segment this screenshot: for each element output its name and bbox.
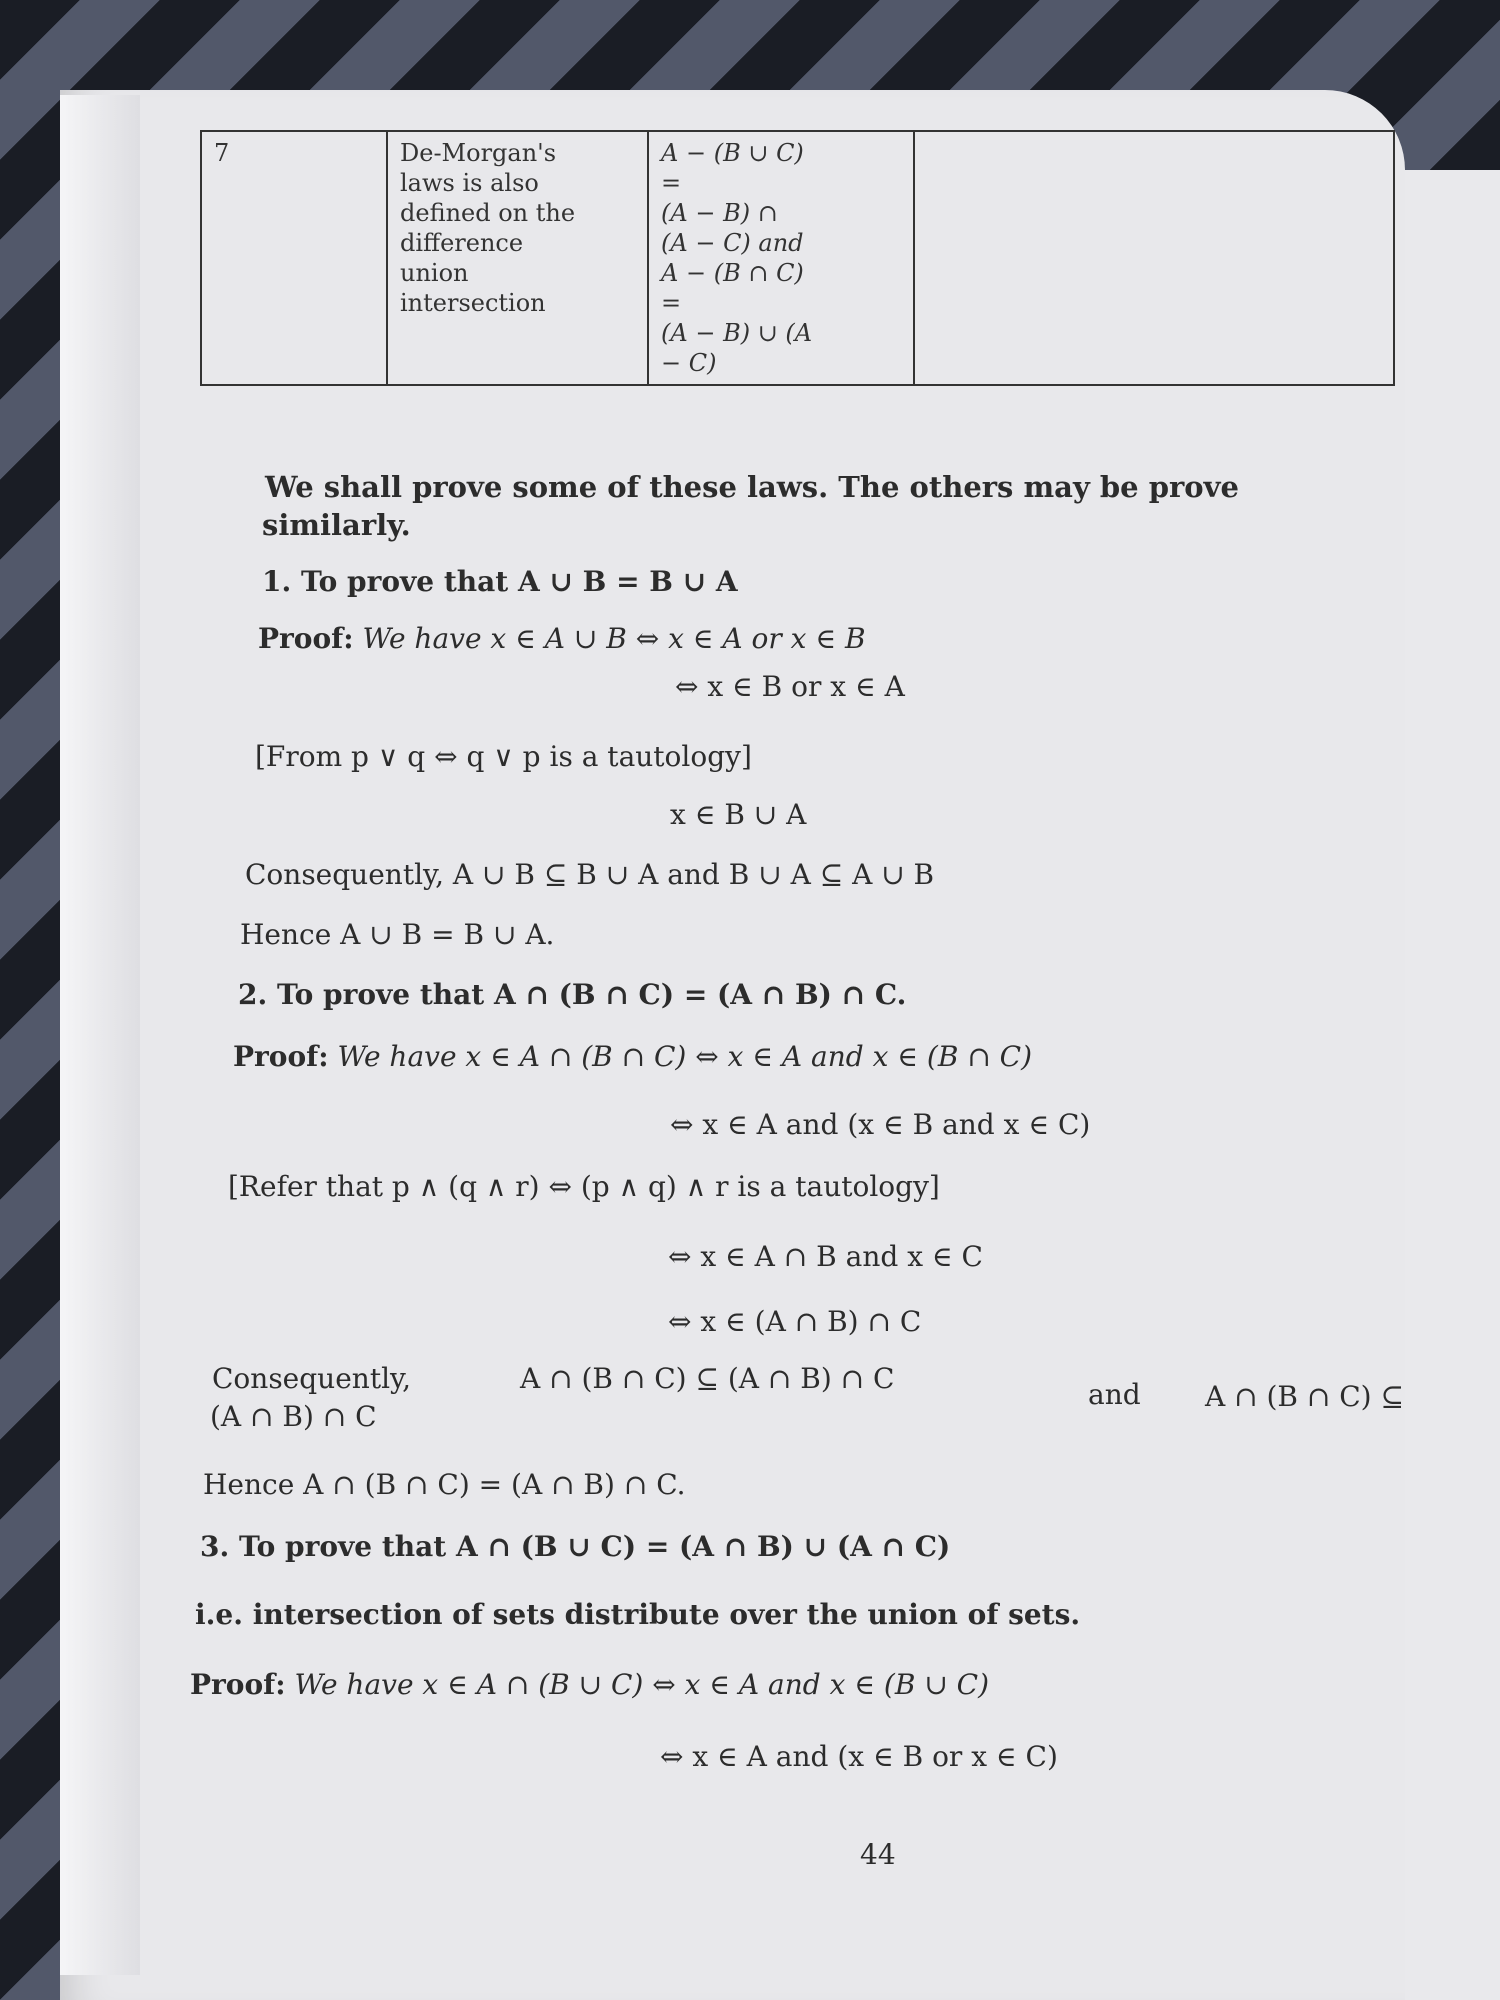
consequently-expr: A ∩ (B ∩ C) ⊆ (A ∩ B) ∩ C [520, 1362, 895, 1395]
proof-line: ⇔ x ∈ B or x ∈ A [675, 670, 905, 703]
proof-line: We have x ∈ A ∩ (B ∩ C) ⇔ x ∈ A and x ∈ (B ∩ C) [337, 1040, 1033, 1073]
formula-line: (A − B) ∩ [661, 199, 778, 227]
formula-line: = [661, 169, 682, 197]
table-row [201, 131, 1394, 385]
proof-line: ⇔ x ∈ (A ∩ B) ∩ C [668, 1305, 922, 1338]
consequently-expr: A ∩ (B ∩ C) ⊆ [1205, 1380, 1404, 1413]
proof-label: Proof: [233, 1040, 329, 1073]
distributive-note: i.e. intersection of sets distribute over the union of sets. [195, 1598, 1081, 1631]
consequently-label: Consequently, [212, 1362, 412, 1395]
proof-line: ⇔ x ∈ A and (x ∈ B or x ∈ C) [660, 1740, 1058, 1773]
proof-1-heading: 1. To prove that A ∪ B = B ∪ A [262, 565, 738, 598]
proof-line: We have x ∈ A ∪ B ⇔ x ∈ A or x ∈ B [362, 622, 866, 655]
tautology-note: [From p ∨ q ⇔ q ∨ p is a tautology] [255, 740, 752, 773]
law-name-line: intersection [400, 289, 546, 317]
proof-3-heading: 3. To prove that A ∩ (B ∪ C) = (A ∩ B) ∪ (A ∩ C) [200, 1530, 951, 1563]
law-name-line: union [400, 259, 469, 287]
formula-line: A − (B ∪ C) [661, 139, 804, 167]
consequently-expr: (A ∩ B) ∩ C [210, 1400, 377, 1433]
law-name [387, 131, 648, 385]
consequently-line: Consequently, A ∪ B ⊆ B ∪ A and B ∪ A ⊆ A ∪ B [245, 858, 935, 891]
intro-line: We shall prove some of these laws. The others may be prove [265, 470, 1239, 504]
formula-line: (A − B) ∪ (A [661, 319, 813, 347]
formula-line: A − (B ∩ C) [661, 259, 804, 287]
law-name-line: De-Morgan's [400, 139, 557, 167]
adjacent-page [1400, 170, 1500, 2000]
intro-line: similarly. [262, 508, 411, 542]
law-name-line: defined on the [400, 199, 576, 227]
formula-line: = [661, 289, 682, 317]
formula-line: (A − C) and [661, 229, 804, 257]
proof-line: We have x ∈ A ∩ (B ∪ C) ⇔ x ∈ A and x ∈ (B ∪ C) [294, 1668, 990, 1701]
proof-result: x ∈ B ∪ A [670, 798, 807, 831]
laws-table [200, 130, 1395, 386]
proof-line: ⇔ x ∈ A ∩ B and x ∈ C [668, 1240, 983, 1273]
law-name-line: laws is also [400, 169, 539, 197]
page-edge [60, 95, 140, 1975]
proof-2-heading: 2. To prove that A ∩ (B ∩ C) = (A ∩ B) ∩ C. [238, 978, 907, 1011]
proof-line: ⇔ x ∈ A and (x ∈ B and x ∈ C) [670, 1108, 1091, 1141]
law-name-line: difference [400, 229, 524, 257]
hence-line: Hence A ∩ (B ∩ C) = (A ∩ B) ∩ C. [203, 1468, 686, 1501]
consequently-and: and [1088, 1378, 1141, 1411]
page-number: 44 [860, 1838, 896, 1871]
hence-line: Hence A ∪ B = B ∪ A. [240, 918, 555, 951]
formula-line: − C) [661, 349, 717, 377]
law-formula [648, 131, 914, 385]
proof-label: Proof: [190, 1668, 286, 1701]
tautology-note: [Refer that p ∧ (q ∧ r) ⇔ (p ∧ q) ∧ r is a tautology] [228, 1170, 940, 1203]
law-empty-cell [914, 131, 1394, 385]
proof-label: Proof: [258, 622, 354, 655]
law-number: 7 [201, 131, 387, 385]
